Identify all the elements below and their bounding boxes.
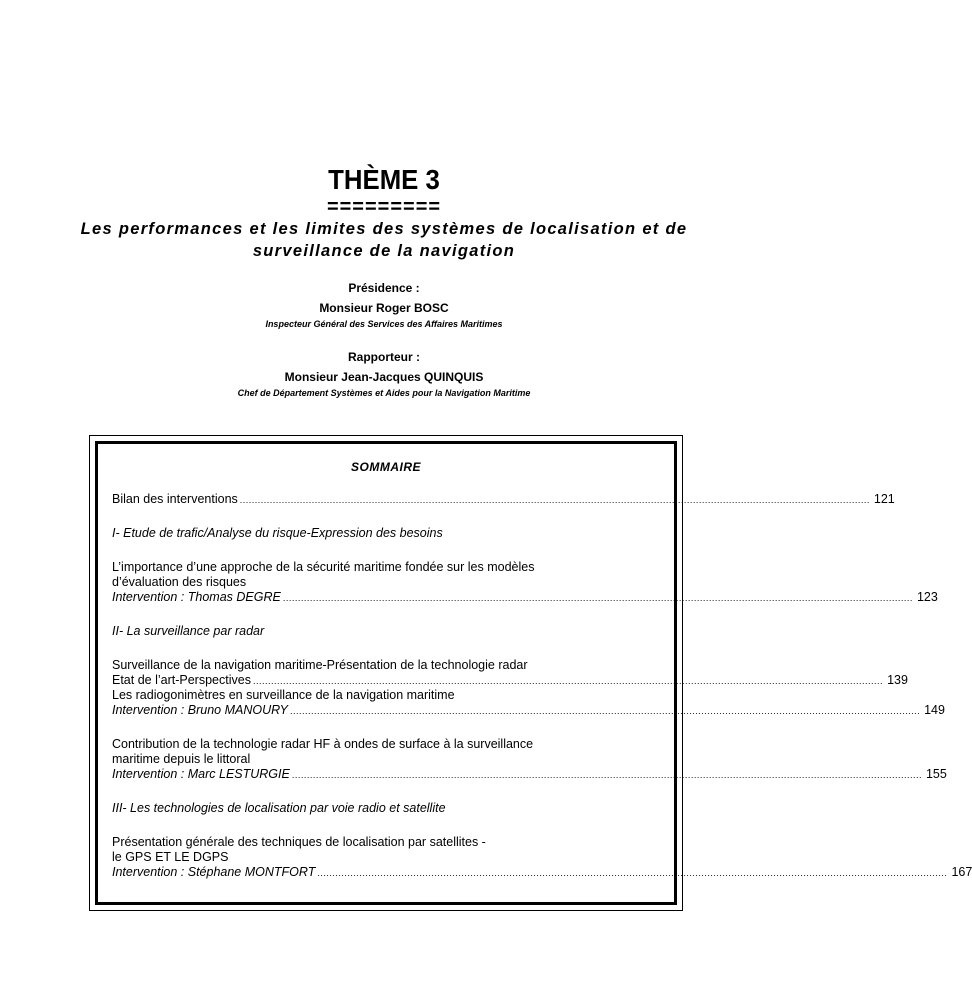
section-heading-2: II- La surveillance par radar: [112, 624, 265, 638]
page-number: 167: [951, 865, 972, 879]
presidence-name: Monsieur Roger BOSC: [319, 301, 449, 315]
presidence-title: Inspecteur Général des Services des Affaires Maritimes: [265, 319, 503, 329]
dot-leader: ..................................................................................................................................................................................................................: [290, 706, 921, 716]
theme-subtitle: [0, 218, 768, 262]
toc-entry-lesturgie[interactable]: [112, 767, 947, 782]
document-header: [0, 164, 768, 399]
rapporteur-name: Monsieur Jean-Jacques QUINQUIS: [284, 370, 484, 384]
page-number: 121: [873, 492, 895, 506]
toc-entry-line: Surveillance de la navigation maritime-Présentation de la technologie radar: [112, 658, 528, 672]
toc-entry-line: L’importance d’une approche de la sécurité maritime fondée sur les modèles: [112, 560, 535, 574]
toc-entry-montfort[interactable]: [112, 865, 972, 880]
toc-entry-bilan[interactable]: [112, 492, 895, 507]
dot-leader: ..................................................................................................................................................................................................................: [252, 676, 884, 686]
speaker: Intervention : Marc LESTURGIE: [112, 767, 290, 781]
toc-entry-line: Les radiogonimètres en surveillance de la navigation maritime: [112, 688, 455, 702]
page-number: 139: [887, 673, 908, 687]
dot-leader: ..................................................................................................................................................................................................................: [282, 593, 913, 603]
section-heading-3: III- Les technologies de localisation par voie radio et satellite: [112, 801, 446, 815]
dot-leader: ..................................................................................................................................................................................................................: [317, 868, 948, 878]
presidence-label: Présidence :: [348, 281, 420, 295]
toc-entry-line: Contribution de la technologie radar HF à ondes de surface à la surveillance: [112, 737, 534, 751]
rapporteur-title: Chef de Département Systèmes et Aides pour la Navigation Maritime: [237, 388, 531, 398]
title-rule: =========: [326, 196, 442, 218]
toc-entry-manoury[interactable]: [112, 703, 945, 718]
summary-frame: [95, 441, 972, 905]
page-number: 155: [925, 767, 947, 781]
speaker: Intervention : Stéphane MONTFORT: [112, 865, 316, 879]
toc-entry-radar[interactable]: [112, 673, 908, 688]
section-heading-1: I- Etude de trafic/Analyse du risque-Expression des besoins: [112, 526, 443, 540]
table-of-contents: [112, 492, 972, 880]
toc-entry-line: Présentation générale des techniques de localisation par satellites -: [112, 835, 486, 849]
dot-leader: ..................................................................................................................................................................................................................: [239, 495, 870, 505]
speaker: Intervention : Thomas DEGRE: [112, 590, 281, 604]
toc-entry-text: Etat de l’art-Perspectives: [112, 673, 251, 687]
subtitle-line: surveillance de la navigation: [252, 242, 516, 260]
toc-entry-line: d’évaluation des risques: [112, 575, 247, 589]
summary-title: SOMMAIRE: [351, 460, 421, 474]
toc-entry-degre[interactable]: [112, 590, 938, 605]
summary-box: [89, 435, 972, 911]
speaker: Intervention : Bruno MANOURY: [112, 703, 288, 717]
dot-leader: ..................................................................................................................................................................................................................: [291, 770, 922, 780]
page-number: 149: [924, 703, 945, 717]
toc-entry-line: maritime depuis le littoral: [112, 752, 251, 766]
subtitle-line: Les performances et les limites des systèmes de localisation et de: [80, 220, 688, 238]
theme-title: THÈME 3: [328, 164, 440, 195]
page-number: 123: [916, 590, 938, 604]
toc-entry-text: Bilan des interventions: [112, 492, 238, 506]
toc-entry-line: le GPS ET LE DGPS: [112, 850, 229, 864]
rapporteur-label: Rapporteur :: [348, 350, 420, 364]
